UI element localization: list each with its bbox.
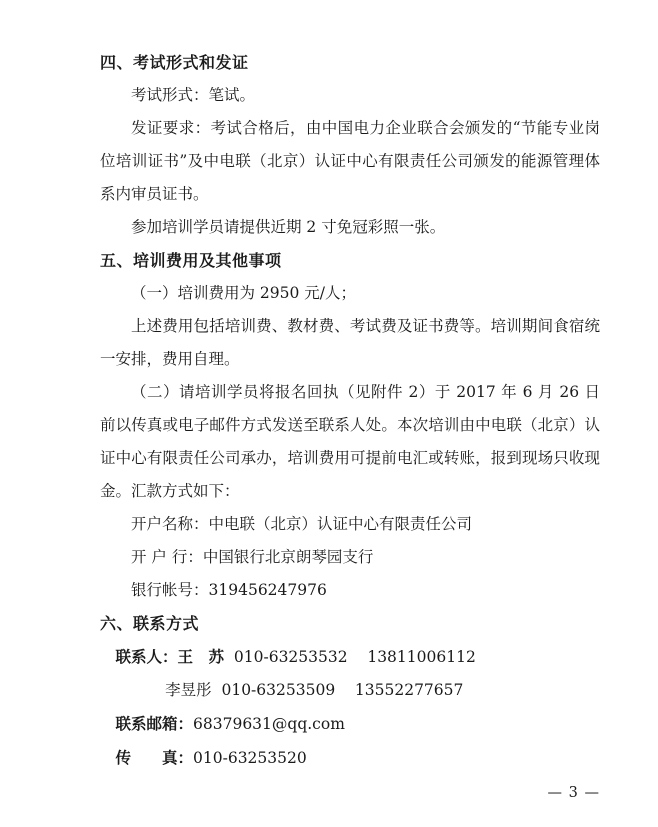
bank-account-name — [100, 508, 600, 541]
contact-person-primary-phone: 010-63253532 — [233, 648, 348, 666]
section-heading-exam-format: 四、考试形式和发证 — [100, 53, 249, 72]
contact-fax-label: 传 真： — [115, 748, 194, 767]
contact-person-secondary-mobile: 13552277657 — [354, 681, 464, 699]
paragraph-photo-requirement: 参加培训学员请提供近期 2 寸免冠彩照一张。 — [131, 218, 446, 236]
paragraph-exam-format: 考试形式：笔试。 — [131, 86, 256, 104]
contact-fax-value: 010-63253520 — [193, 749, 307, 767]
bank-account-number-label: 银行帐号： — [131, 581, 209, 599]
bank-account-number-value: 319456247976 — [208, 581, 327, 599]
bank-branch-label: 开 户 行： — [131, 548, 203, 566]
page-number: — 3 — — [547, 785, 600, 801]
contact-email-value: 68379631@qq.com — [193, 715, 345, 733]
contact-person-primary-name: 王 苏 — [177, 647, 225, 666]
contact-email-label: 联系邮箱： — [115, 714, 194, 733]
paragraph-fee-inclusions: 上述费用包括培训费、教材费、考试费及证书费等。培训期间食宿统一安排，费用自理。 — [100, 317, 600, 368]
contact-person-secondary-name: 李昱彤 — [165, 681, 212, 699]
contact-person-primary-mobile: 13811006112 — [367, 648, 476, 666]
contact-email — [100, 707, 600, 741]
paragraph-registration-deadline: （二）请培训学员将报名回执（见附件 2）于 2017 年 6 月 26 日前以传真或电子邮件方式发送至联系人处。本次培训由中电联（北京）认证中心有限责任公司承办，培训费用可提前电汇或转账，报到现场只收现金。汇款方式如下： — [100, 383, 600, 500]
section-heading-fees: 五、培训费用及其他事项 — [100, 251, 282, 270]
bank-account-name-label: 开户名称： — [131, 515, 209, 533]
bank-account-number — [100, 574, 600, 607]
contact-fax — [100, 741, 600, 775]
paragraph-certificate-requirement: 发证要求：考试合格后，由中国电力企业联合会颁发的“节能专业岗位培训证书”及中电联（北京）认证中心有限责任公司颁发的能源管理体系内审员证书。 — [100, 119, 600, 203]
section-heading-contact: 六、联系方式 — [100, 614, 200, 633]
document-body — [100, 46, 600, 775]
contact-person-secondary-phone: 010-63253509 — [221, 681, 336, 699]
paragraph-fee-amount: （一）培训费用为 2950 元/人； — [131, 284, 357, 302]
contact-person-primary-label: 联系人： — [115, 647, 178, 666]
bank-branch-value: 中国银行北京朗琴园支行 — [202, 548, 374, 566]
contact-person-secondary — [100, 674, 600, 707]
contact-person-primary — [100, 640, 600, 674]
bank-branch — [100, 541, 600, 574]
bank-account-name-value: 中电联（北京）认证中心有限责任公司 — [208, 515, 473, 533]
